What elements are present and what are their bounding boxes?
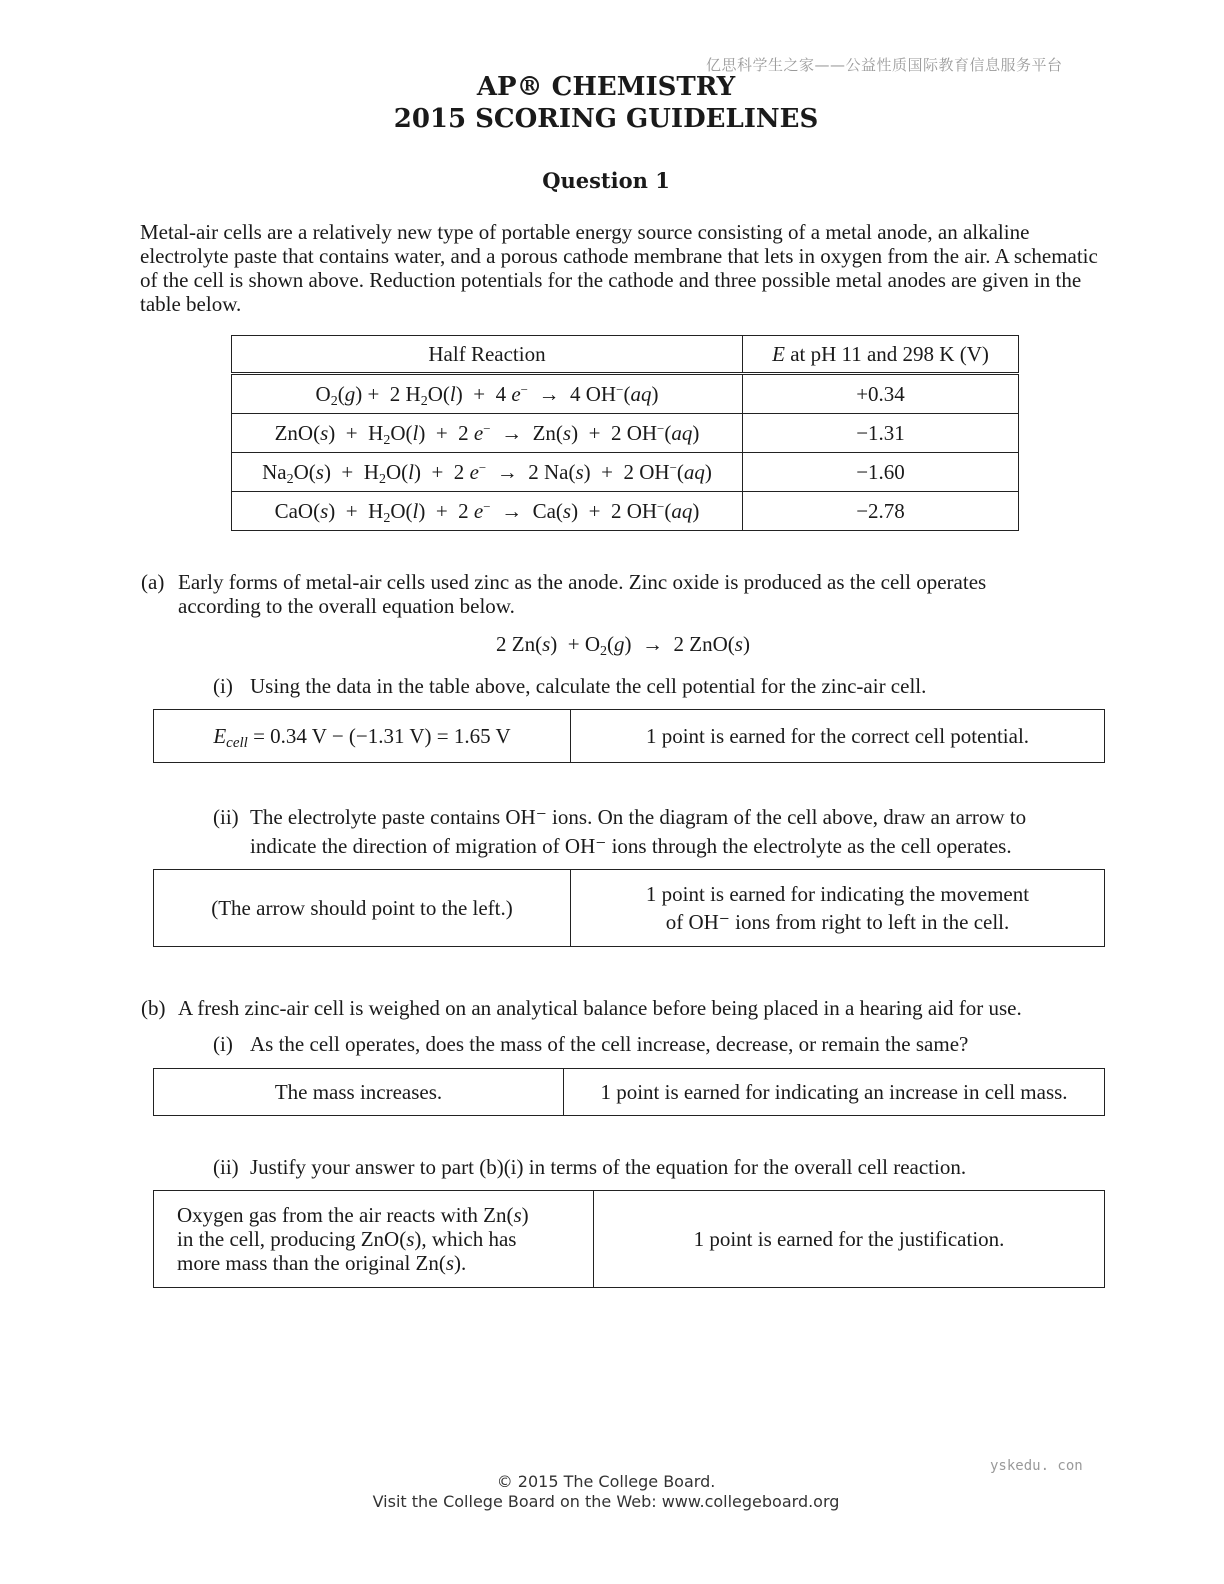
part-b-ii-text: Justify your answer to part (b)(i) in terms of the equation for the overall cell reaction. <box>250 1155 967 1179</box>
page-subtitle: 2015 SCORING GUIDELINES <box>393 104 819 134</box>
site-watermark: yskedu. con <box>990 1458 1083 1474</box>
overall-equation: 2 $Zn(s) + O_2(g) \to 2$ ZnO(s) <box>496 632 750 659</box>
point-line: 1 point is earned for indicating the movement <box>645 882 1030 906</box>
mass-answer: The mass increases. <box>154 1069 564 1116</box>
part-a-text-1: Early forms of metal-air cells used zinc as the anode. Zinc oxide is produced as the cell operates <box>178 570 987 594</box>
cell-potential-calc: = 0.34 V − (−1.31 V) = 1.65 V <box>247 723 511 748</box>
point-criterion: 1 point is earned for indicating an increase in cell mass. <box>564 1069 1105 1116</box>
part-b-ii-answer-table <box>153 1190 1105 1288</box>
part-b-label: (b) <box>141 996 166 1020</box>
table-row <box>232 492 1019 531</box>
table-row <box>154 710 1105 763</box>
point-line: of OH⁻ ions from right to left in the cell. <box>665 910 1010 934</box>
footer-visit: Visit the College Board on the Web: www.collegeboard.org <box>372 1492 840 1511</box>
table-row <box>154 870 1105 947</box>
table-header-row <box>232 336 1019 374</box>
point-criterion <box>571 870 1105 947</box>
part-b-i-answer-table <box>153 1068 1105 1116</box>
part-a-i-label: (i) <box>213 674 233 698</box>
part-a-text-2: according to the overall equation below. <box>178 594 515 618</box>
table-row <box>232 453 1019 492</box>
half-reaction-oxygen: $O_2(g) + 2$ $H_2O(l) + 4$ e− → 4 OH−(aq) <box>232 374 743 414</box>
potential-value: −2.78 <box>743 492 1019 531</box>
part-a-ii-text-1: The electrolyte paste contains OH⁻ ions. On the diagram of the cell above, draw an arrow to <box>250 805 1027 829</box>
footer-copyright: © 2015 The College Board. <box>496 1472 716 1491</box>
part-a-ii-answer-table <box>153 869 1105 947</box>
half-reaction-header: Half Reaction <box>232 336 743 374</box>
table-row <box>154 1069 1105 1116</box>
justification-answer: Oxygen gas from the air reacts with Zn(s) in the cell, producing ZnO(s), which has more mass than the original Zn(s). <box>154 1191 594 1288</box>
table-row <box>232 414 1019 453</box>
reduction-potential-table <box>231 335 1019 531</box>
part-a-i-text: Using the data in the table above, calculate the cell potential for the zinc-air cell. <box>250 674 927 698</box>
part-b-i-text: As the cell operates, does the mass of the cell increase, decrease, or remain the same? <box>250 1032 969 1056</box>
potential-value: +0.34 <box>743 374 1019 414</box>
part-b-i-label: (i) <box>213 1032 233 1056</box>
potential-value: −1.60 <box>743 453 1019 492</box>
part-b-ii-label: (ii) <box>213 1155 239 1179</box>
part-b-text: A fresh zinc-air cell is weighed on an analytical balance before being placed in a hearing aid for use. <box>178 996 1022 1020</box>
point-criterion: 1 point is earned for the justification. <box>594 1191 1105 1288</box>
page-title: AP® CHEMISTRY <box>476 72 736 102</box>
potential-header <box>743 336 1019 374</box>
point-criterion: 1 point is earned for the correct cell potential. <box>571 710 1105 763</box>
potential-symbol: E <box>772 341 785 366</box>
part-a-ii-text-2: indicate the direction of migration of OH⁻ ions through the electrolyte as the cell operates. <box>250 834 1012 858</box>
potential-header-text: at pH 11 and 298 K (V) <box>784 341 989 366</box>
part-a-i-answer-table <box>153 709 1105 763</box>
half-reaction-sodium: $Na_2O(s) + H_2O(l) + 2$ e− → 2 Na(s) + 2 OH−(aq) <box>232 453 743 492</box>
intro-paragraph: Metal-air cells are a relatively new type of portable energy source consisting of a metal anode, an alkaline electrolyte paste that contains water, and a porous cathode membrane that lets in oxygen from the air. A schematic of the cell is shown above. Reduction potentials for the cathode and three possible metal anodes are given in the table below. <box>140 220 1098 316</box>
table-row <box>232 374 1019 414</box>
watermark-text: 亿思科学生之家——公益性质国际教育信息服务平台 <box>706 56 1063 74</box>
arrow-direction-answer: (The arrow should point to the left.) <box>154 870 571 947</box>
part-a-label: (a) <box>141 570 165 594</box>
table-row <box>154 1191 1105 1288</box>
part-a-ii-label: (ii) <box>213 805 239 829</box>
half-reaction-calcium: $CaO(s) + H_2O(l) + 2$ e− → Ca(s) + 2 OH−(aq) <box>232 492 743 531</box>
potential-value: −1.31 <box>743 414 1019 453</box>
cell-potential-answer: $E_{cell} = 0.34$ V − (−1.31 V) = 1.65 V <box>154 710 571 763</box>
question-title: Question 1 <box>542 168 670 193</box>
half-reaction-zinc: $ZnO(s) + H_2O(l) + 2$ e− → Zn(s) + 2 OH−(aq) <box>232 414 743 453</box>
